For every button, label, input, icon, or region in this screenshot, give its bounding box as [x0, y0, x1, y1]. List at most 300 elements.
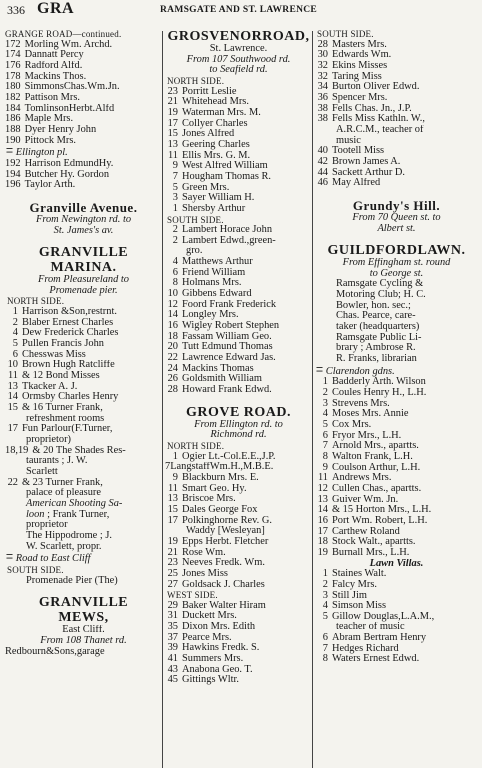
entry-continuation: Waddy [Wesleyan]: [186, 526, 265, 537]
house-number: 9: [172, 161, 178, 172]
directory-entry: [165, 643, 312, 654]
house-number: 42: [317, 156, 328, 167]
resident-name: Andrews Mrs.: [332, 473, 392, 484]
house-number: 44: [317, 167, 328, 178]
resident-name: Mackins Thomas: [182, 363, 254, 374]
directory-entry: [5, 114, 162, 125]
street-route: From Ellington rd. to: [194, 419, 283, 430]
house-number: 41: [167, 654, 178, 665]
house-number: 6: [172, 267, 178, 278]
resident-name: Brown James A.: [332, 156, 401, 167]
house-number: 19: [317, 547, 328, 558]
street-heading: GROSVENORROAD,: [167, 29, 310, 44]
directory-entry: [165, 494, 312, 505]
house-number: 7: [172, 171, 178, 182]
directory-entry: [5, 40, 162, 51]
resident-name: Holmans Mrs.: [182, 278, 242, 289]
house-number: 3: [322, 590, 328, 601]
house-number: 13: [317, 494, 328, 505]
directory-entry: [5, 125, 162, 136]
house-number: 1: [172, 203, 178, 214]
house-number: 18: [317, 537, 328, 548]
directory-entry: [315, 114, 478, 125]
resident-name: Guiver Wm. Jn.: [332, 494, 399, 505]
house-number: 174: [5, 50, 21, 61]
resident-name: Rose Wm.: [182, 547, 226, 558]
directory-entry: [165, 569, 312, 580]
house-number: 5: [322, 420, 328, 430]
resident-name: Baker Walter Hiram: [182, 600, 266, 611]
directory-entry: [315, 612, 478, 623]
resident-name: Mackins Thos.: [24, 71, 87, 82]
resident-name: Walton Frank, L.H.: [332, 451, 413, 462]
resident-name: Briscoe Mrs.: [182, 494, 236, 505]
house-number: 19: [167, 107, 178, 118]
house-number: 172: [5, 39, 21, 50]
street-route: From Pleasureland to: [37, 275, 129, 286]
entry-continuation: Promenade Pier (The): [26, 575, 118, 586]
directory-entry: [165, 225, 312, 236]
house-number: 11: [317, 473, 328, 484]
directory-entry: [315, 548, 478, 559]
directory-entry: [165, 257, 312, 268]
house-number: 184: [5, 103, 21, 114]
resident-name: Butcher Hy. Gordon: [24, 169, 110, 180]
directory-entry: [165, 580, 312, 591]
directory-entry: [5, 82, 162, 93]
resident-name: Falcy Mrs.: [332, 579, 378, 590]
entry-continuation: music: [336, 135, 361, 146]
directory-entry: [165, 172, 312, 183]
resident-name: Sayer William H.: [182, 193, 255, 204]
house-number: 1: [172, 451, 178, 462]
directory-entry: [5, 403, 162, 414]
house-number: 11: [167, 483, 178, 494]
directory-entry: [315, 654, 478, 665]
entry-continuation: brary ; Ambrose R.: [336, 343, 416, 354]
directory-entry: [165, 278, 312, 289]
directory-entry: [315, 431, 478, 442]
street-heading: Granville Avenue.: [29, 199, 138, 215]
house-number: 17: [317, 526, 328, 537]
resident-name: Dannatt Percy: [24, 50, 84, 61]
directory-entry: [165, 654, 312, 665]
resident-name: May Alfred: [332, 178, 381, 189]
directory-entry: [5, 61, 162, 72]
directory-entry: [165, 204, 312, 215]
directory-entry: [315, 399, 478, 410]
directory-entry: [315, 420, 478, 431]
resident-name: Cox Mrs.: [332, 420, 372, 430]
house-number: 9: [322, 462, 328, 473]
directory-entry: [165, 129, 312, 140]
directory-entry: [5, 50, 162, 61]
directory-entry: [165, 119, 312, 130]
house-number: 192: [5, 158, 21, 169]
resident-name: Still Jim: [332, 590, 367, 601]
house-number: 14: [317, 505, 328, 516]
entry-continuation: taurants ; J. W.: [26, 456, 88, 467]
house-number: 176: [5, 60, 21, 71]
entry-continuation: [5, 510, 162, 521]
house-number: 6: [322, 430, 328, 441]
house-number: 4: [322, 601, 328, 612]
house-number: 46: [317, 178, 328, 189]
resident-name: Gittings Wltr.: [182, 675, 239, 686]
resident-name: Duckett Mrs.: [182, 611, 237, 622]
directory-entry: [165, 236, 312, 247]
resident-name: Tootell Miss: [332, 146, 385, 157]
street-district: East Cliff.: [62, 625, 105, 636]
house-number: 7: [165, 462, 171, 473]
resident-name: Waters Ernest Edwd.: [332, 654, 420, 665]
resident-name: Gillow Douglas,L.A.M.,: [332, 611, 435, 622]
entry-text-italic: loon: [26, 509, 45, 520]
cross-street: [5, 552, 162, 565]
house-number: 13: [167, 139, 178, 150]
house-number: 20: [167, 342, 178, 353]
resident-name: Lawrence Edward Jas.: [182, 353, 276, 364]
street-route: From Effingham st. round: [342, 258, 451, 269]
page-header: [0, 0, 482, 30]
house-number: 178: [5, 71, 21, 82]
directory-entry: [5, 104, 162, 115]
directory-entry: [5, 478, 162, 489]
entry-continuation: palace of pleasure: [26, 488, 101, 499]
resident-name: Goldsack J. Charles: [182, 579, 265, 590]
resident-name: Neeves Fredk. Wm.: [182, 558, 265, 569]
resident-name: Cullen Chas., apartts.: [332, 483, 422, 494]
house-number: 14: [7, 392, 18, 403]
house-number: 26: [167, 374, 178, 385]
house-number: 45: [167, 675, 178, 686]
street-route: Richmond rd.: [210, 430, 267, 441]
entry-continuation: gro.: [186, 246, 203, 257]
resident-name: Staines Walt.: [332, 569, 387, 580]
directory-entry: [5, 136, 162, 147]
directory-entry: [5, 72, 162, 83]
street-route: to Seafield rd.: [209, 65, 268, 76]
resident-name: Howard Frank Edwd.: [182, 385, 272, 395]
house-number: 7: [322, 441, 328, 452]
directory-entry: [165, 183, 312, 194]
street-route: From 107 Southwood rd.: [186, 54, 291, 65]
resident-name: Summers Mrs.: [182, 654, 244, 665]
resident-name: Foord Frank Frederick: [182, 299, 277, 310]
house-number: 35: [167, 622, 178, 633]
street-route: From 70 Queen st. to: [352, 212, 441, 223]
resident-name: Goldsmith William: [182, 374, 262, 385]
resident-name: Morling Wm. Archd.: [24, 39, 113, 50]
resident-name: Spencer Mrs.: [332, 92, 388, 103]
house-number: 16: [317, 515, 328, 526]
street-district: St. Lawrence.: [209, 44, 268, 54]
directory-entry: [165, 505, 312, 516]
directory-entry: [165, 193, 312, 204]
entry-continuation: refreshment rooms: [26, 413, 105, 424]
resident-name: Badderly Arth. Wilson: [332, 377, 426, 388]
directory-entry: [315, 61, 478, 72]
house-number: 15: [7, 403, 18, 414]
street-side-label: SOUTH SIDE.: [167, 214, 224, 225]
resident-name: Harrison &Son,restrnt.: [22, 307, 117, 318]
house-number: 15: [167, 129, 178, 140]
house-number: 40: [317, 146, 328, 157]
resident-name: Collyer Charles: [182, 118, 248, 129]
directory-entry: [165, 516, 312, 527]
directory-entry: [165, 675, 312, 686]
street-side-label: WEST SIDE.: [167, 590, 218, 601]
house-number: 5: [172, 182, 178, 193]
directory-entry: [315, 644, 478, 655]
house-number: 1: [322, 377, 328, 388]
directory-entry: [315, 104, 478, 115]
house-number: 15: [167, 504, 178, 515]
street-route: Albert st.: [377, 223, 416, 234]
resident-name: Edwards Wm.: [332, 50, 392, 61]
house-number: 3: [172, 193, 178, 204]
directory-entry: [5, 93, 162, 104]
resident-name: Ekins Misses: [332, 60, 388, 71]
resident-name: Dixon Mrs. Edith: [182, 622, 256, 633]
directory-entry: [5, 180, 162, 191]
house-number: 182: [5, 92, 21, 103]
resident-name: TomlinsonHerbt.Alfd: [24, 103, 115, 114]
resident-name: Radford Alfd.: [24, 60, 83, 71]
resident-name: LangstaffWm.H.,M.B.E.: [170, 462, 274, 473]
house-number: 16: [167, 321, 178, 332]
house-number: 23: [167, 86, 178, 97]
directory-entry: [165, 548, 312, 559]
directory-entry: [315, 178, 478, 189]
resident-name: Tkacker A. J.: [22, 381, 78, 392]
house-number: 8: [322, 451, 328, 462]
resident-name: Coulson Arthur, L.H.: [332, 462, 421, 473]
directory-entry: [315, 591, 478, 602]
resident-name: Pittock Mrs.: [24, 135, 76, 146]
resident-name: Port Wm. Robert, L.H.: [332, 515, 428, 526]
house-number: 10: [7, 360, 18, 371]
directory-entry: [5, 382, 162, 393]
cross-street: [5, 146, 162, 159]
directory-entry: [315, 569, 478, 580]
cross-street-marker: =: [315, 364, 324, 378]
directory-entry: [165, 364, 312, 375]
house-number: 28: [167, 385, 178, 395]
directory-entry: [165, 151, 312, 162]
directory-entry: [315, 441, 478, 452]
resident-name: Carthew Roland: [332, 526, 400, 537]
house-number: 2: [322, 579, 328, 590]
house-number: 4: [12, 328, 18, 339]
resident-name: Maple Mrs.: [24, 114, 74, 125]
resident-name: Blackburn Mrs. E.: [182, 472, 259, 483]
directory-entry: [165, 473, 312, 484]
directory-entry: [315, 93, 478, 104]
resident-name: Anabona Geo. T.: [182, 664, 253, 675]
entry-continuation: The Hippodrome ; J.: [26, 530, 112, 541]
resident-name: & 15 Horton Mrs., L.H.: [332, 505, 432, 516]
directory-entry: [165, 452, 312, 463]
street-heading: MEWS,: [58, 610, 109, 626]
resident-name: Chesswas Miss: [22, 349, 86, 360]
directory-entry: [315, 40, 478, 51]
resident-name: Shersby Arthur: [182, 203, 246, 214]
directory-entry: [165, 353, 312, 364]
resident-name: Longley Mrs.: [182, 310, 239, 321]
column-divider: [312, 31, 313, 768]
directory-entry: [5, 170, 162, 181]
resident-name: Hougham Thomas R.: [182, 171, 271, 182]
directory-entry: [165, 385, 312, 396]
entry-text: ; Frank Turner,: [44, 509, 110, 520]
house-number: 4: [172, 257, 178, 268]
house-number: 188: [5, 124, 21, 135]
resident-name: Fun Parlour(F.Turner,: [22, 424, 113, 435]
directory-entry: [315, 72, 478, 83]
street-side-label: NORTH SIDE.: [167, 440, 225, 451]
entry-continuation: proprietor): [26, 435, 72, 445]
resident-name: Ormsby Charles Henry: [22, 392, 119, 403]
house-number: 38: [317, 103, 328, 114]
resident-name: Simson Miss: [332, 601, 386, 612]
resident-name: Epps Herbt. Fletcher: [182, 536, 269, 547]
house-number: 32: [317, 60, 328, 71]
directory-entry: [315, 484, 478, 495]
directory-entry: [165, 622, 312, 633]
directory-entry: [165, 332, 312, 343]
directory-entry: [165, 374, 312, 385]
entry-continuation: proprietor: [26, 520, 68, 531]
resident-name: Pullen Francis John: [22, 339, 104, 350]
directory-entry: [165, 342, 312, 353]
house-number: 17: [167, 118, 178, 129]
resident-name: Burnall Mrs., L.H.: [332, 547, 410, 558]
page-number: 336: [7, 3, 25, 17]
resident-name: Sackett Arthur D.: [332, 167, 406, 178]
directory-entry: [315, 50, 478, 61]
entry-continuation: R. Franks, librarian: [336, 354, 417, 365]
resident-name: Strevens Mrs.: [332, 398, 390, 409]
directory-entry: [5, 339, 162, 350]
house-number: 6: [12, 349, 18, 360]
street-route: to George st.: [369, 268, 424, 279]
entry-continuation: Chas. Pearce, care-: [336, 311, 416, 322]
cross-street: [315, 365, 478, 378]
street-continued-label: GRANGE ROAD—continued.: [5, 29, 122, 39]
directory-entry: [5, 307, 162, 318]
resident-name: Burton Oliver Edwd.: [332, 82, 420, 93]
house-number: 30: [317, 50, 328, 61]
house-number: 4: [322, 409, 328, 420]
resident-name: & 20 The Shades Res-: [32, 445, 126, 456]
directory-entry: [165, 289, 312, 300]
house-number: 27: [167, 579, 178, 590]
house-number: 24: [167, 363, 178, 374]
directory-entry: [315, 527, 478, 538]
house-number: 7: [322, 643, 328, 654]
house-number: 32: [317, 71, 328, 82]
house-number: 18: [167, 331, 178, 342]
resident-name: Jones Miss: [182, 568, 228, 579]
resident-name: Friend William: [182, 267, 246, 278]
resident-name: Matthews Arthur: [182, 257, 253, 268]
entry-continuation: taker (headquarters): [336, 322, 420, 333]
directory-entry: [315, 495, 478, 506]
directory-entry: [5, 371, 162, 382]
street-heading: GROVE ROAD.: [185, 404, 292, 420]
house-number: 22: [167, 353, 178, 364]
directory-entry: [315, 633, 478, 644]
directory-entry: [5, 159, 162, 170]
directory-entry: [165, 665, 312, 676]
house-number: 13: [7, 381, 18, 392]
house-number: 39: [167, 643, 178, 654]
resident-name: & 23 Turner Frank,: [22, 477, 103, 488]
column-divider: [162, 31, 163, 768]
directory-entry: [165, 321, 312, 332]
house-number: 11: [7, 371, 18, 382]
directory-entry: [165, 484, 312, 495]
street-heading: MARINA.: [50, 260, 117, 276]
house-number: 19: [167, 536, 178, 547]
house-number: 28: [317, 39, 328, 50]
directory-entry: [315, 505, 478, 516]
entry-continuation: Ramsgate Public Li-: [336, 332, 422, 343]
sub-terrace-heading: Lawn Villas.: [369, 558, 424, 569]
directory-entry: [165, 87, 312, 98]
directory-entry: Redbourn&Sons,garage: [5, 646, 105, 657]
directory-entry: [5, 350, 162, 361]
resident-name: Taylor Arth.: [24, 180, 76, 191]
street-side-label: SOUTH SIDE.: [317, 29, 374, 39]
house-number: 17: [7, 424, 18, 435]
street-heading: Grundy's Hill.: [352, 197, 441, 213]
house-number: 2: [322, 388, 328, 399]
house-number: 6: [322, 633, 328, 644]
cross-street-name: Clarendon gdns.: [325, 365, 395, 377]
directory-entry: [315, 580, 478, 591]
entry-continuation: teacher of music: [336, 622, 405, 633]
house-number: 17: [167, 515, 178, 526]
entry-continuation: Motoring Club; H. C.: [336, 290, 426, 301]
house-number: 2: [172, 225, 178, 236]
directory-entry: [165, 300, 312, 311]
resident-name: Lambert Horace John: [182, 225, 273, 236]
resident-name: & 12 Bond Misses: [22, 371, 100, 382]
house-number: 1: [322, 569, 328, 580]
directory-entry: [315, 473, 478, 484]
resident-name: West Alfred William: [182, 161, 268, 172]
resident-name: Lambert Edwd.,green-: [182, 235, 276, 246]
house-number: 9: [172, 472, 178, 483]
directory-entry: [315, 146, 478, 157]
resident-name: Jones Alfred: [182, 129, 235, 140]
directory-entry: [5, 446, 162, 457]
house-number: 186: [5, 114, 21, 125]
cross-street-name: Road to East Cliff: [15, 553, 91, 565]
house-number: 194: [5, 169, 21, 180]
house-number: 13: [167, 494, 178, 505]
house-number: 38: [317, 114, 328, 125]
resident-name: Gibbens Edward: [182, 289, 252, 300]
entry-continuation: A.R.C.M., teacher of: [336, 124, 424, 135]
resident-name: Porritt Leslie: [182, 86, 237, 97]
resident-name: Smart Geo. Hy.: [182, 483, 247, 494]
resident-name: Wigley Robert Stephen: [182, 321, 280, 332]
house-number: 11: [167, 150, 178, 161]
house-number: 196: [5, 180, 21, 191]
